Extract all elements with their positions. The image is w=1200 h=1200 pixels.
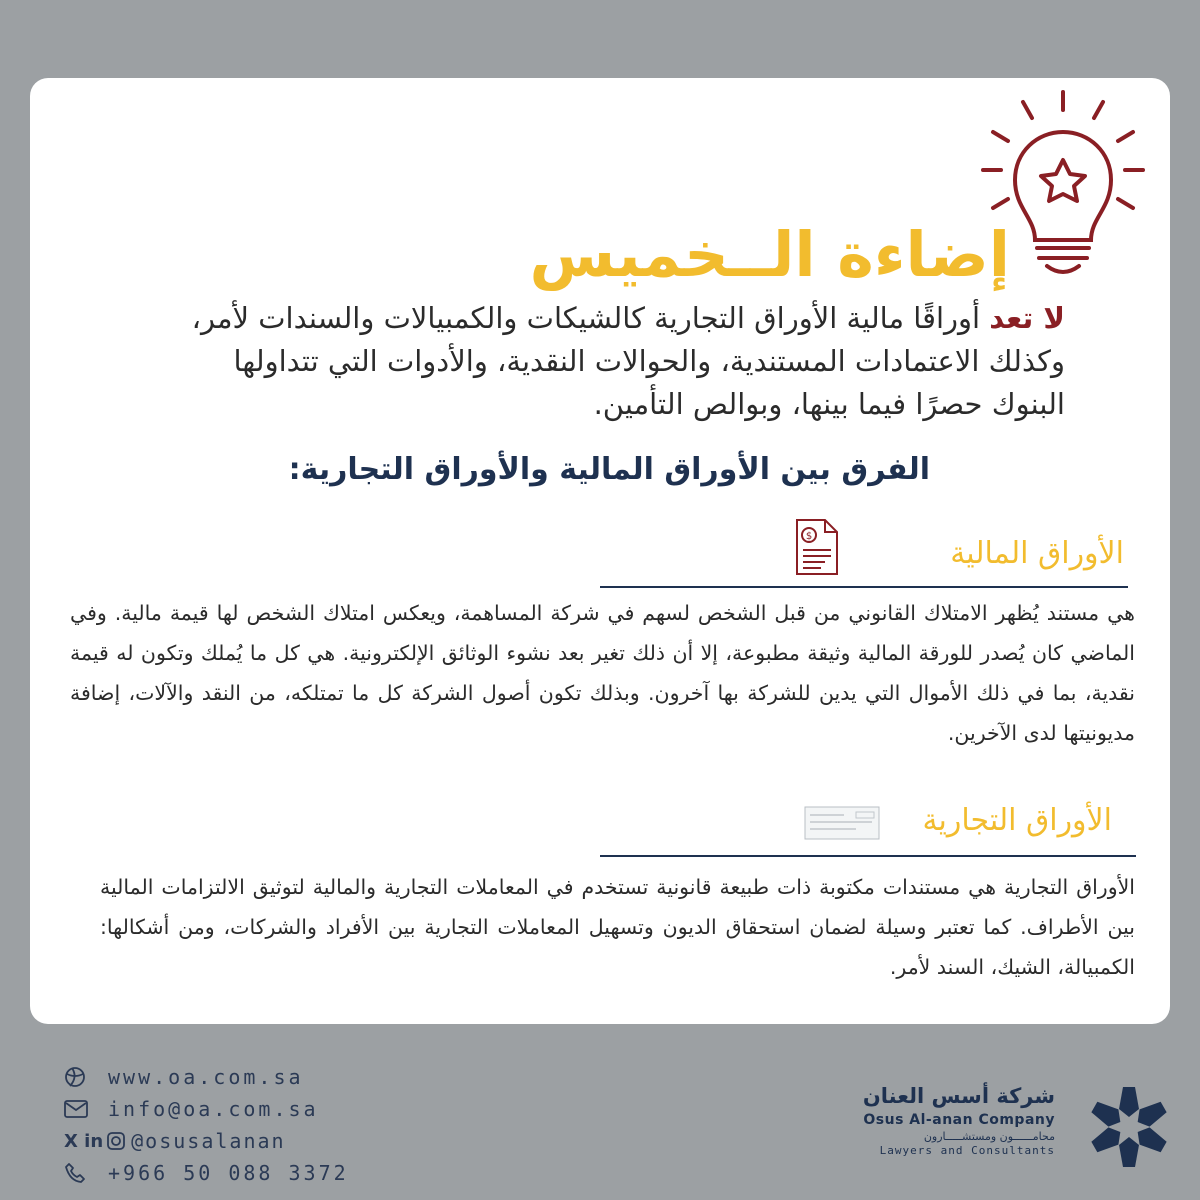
- website-link[interactable]: www.oa.com.sa: [108, 1065, 304, 1089]
- company-name-en: Osus Al-anan Company: [863, 1112, 1055, 1128]
- social-icons: X in: [64, 1130, 104, 1152]
- company-tagline-en: Lawyers and Consultants: [879, 1144, 1055, 1157]
- contact-social[interactable]: [64, 1126, 349, 1156]
- section-divider: [600, 855, 1136, 857]
- contact-email[interactable]: [64, 1094, 349, 1124]
- intro-body: أوراقًا مالية الأوراق التجارية كالشيكات والكمبيالات والسندات لأمر، وكذلك الاعتمادات المستندية، والحوالات النقدية، والأدوات التي تتداولها البنوك حصرًا فيما بينها، وبوالص التأمين.: [191, 301, 1065, 421]
- section-divider: [600, 586, 1128, 588]
- cheque-icon: [804, 806, 880, 840]
- email-link[interactable]: info@oa.com.sa: [108, 1097, 319, 1121]
- mail-icon: [64, 1098, 90, 1120]
- financial-document-icon: [795, 518, 839, 576]
- contact-list: [64, 1062, 349, 1190]
- phone-icon: [64, 1162, 90, 1184]
- instagram-icon: [107, 1130, 127, 1152]
- financial-papers-text: هي مستند يُظهر الامتلاك القانوني من قبل الشخص لسهم في شركة المساهمة، ويعكس امتلاك الشخص لها قيمة مالية. وفي الماضي كان يُصدر للورقة المالية وثيقة مطبوعة، إلا أن ذلك تغير بعد نشوء الوثائق الإلكترونية. هي كل ما يُملك وتكون له قيمة نقدية، بما في ذلك الأموال التي يدين للشركة بها آخرون. وبذلك تكون أصول الشركة كل ما تمتلكه، من النقد والآلات، إضافة مديونيتها لدى الآخرين.: [70, 601, 1135, 745]
- company-tagline-ar: محامــــــون ومستشـــــارون: [923, 1130, 1055, 1143]
- contact-website[interactable]: [64, 1062, 349, 1092]
- svg-text:$: $: [805, 531, 813, 542]
- company-logo-icon: [1084, 1082, 1174, 1172]
- commercial-papers-title: الأوراق التجارية: [922, 803, 1112, 838]
- globe-icon: [64, 1066, 90, 1088]
- page-title: إضاءة الــخميس: [529, 218, 1010, 291]
- phone-number[interactable]: +966 50 088 3372: [108, 1161, 349, 1185]
- financial-papers-title: الأوراق المالية: [950, 536, 1124, 571]
- intro-lead: لا تعد: [989, 301, 1065, 335]
- company-name-block: [863, 1084, 1055, 1157]
- company-name-ar: شركة أسس العنان: [862, 1084, 1055, 1108]
- commercial-papers-text: الأوراق التجارية هي مستندات مكتوبة ذات طبيعة قانونية تستخدم في المعاملات التجارية والمالية لتوثيق الالتزامات المالية بين الأطراف. كما تعتبر وسيلة لضمان استحقاق الديون وتسهيل المعاملات التجارية بين الأفراد والشركات، ومن أشكالها: الكمبيالة، الشيك، السند لأمر.: [100, 875, 1135, 979]
- intro-paragraph: [165, 297, 1065, 426]
- social-handle[interactable]: @osusalanan: [131, 1129, 286, 1153]
- difference-heading: الفرق بين الأوراق المالية والأوراق التجارية:: [288, 452, 930, 487]
- contact-phone[interactable]: [64, 1158, 349, 1188]
